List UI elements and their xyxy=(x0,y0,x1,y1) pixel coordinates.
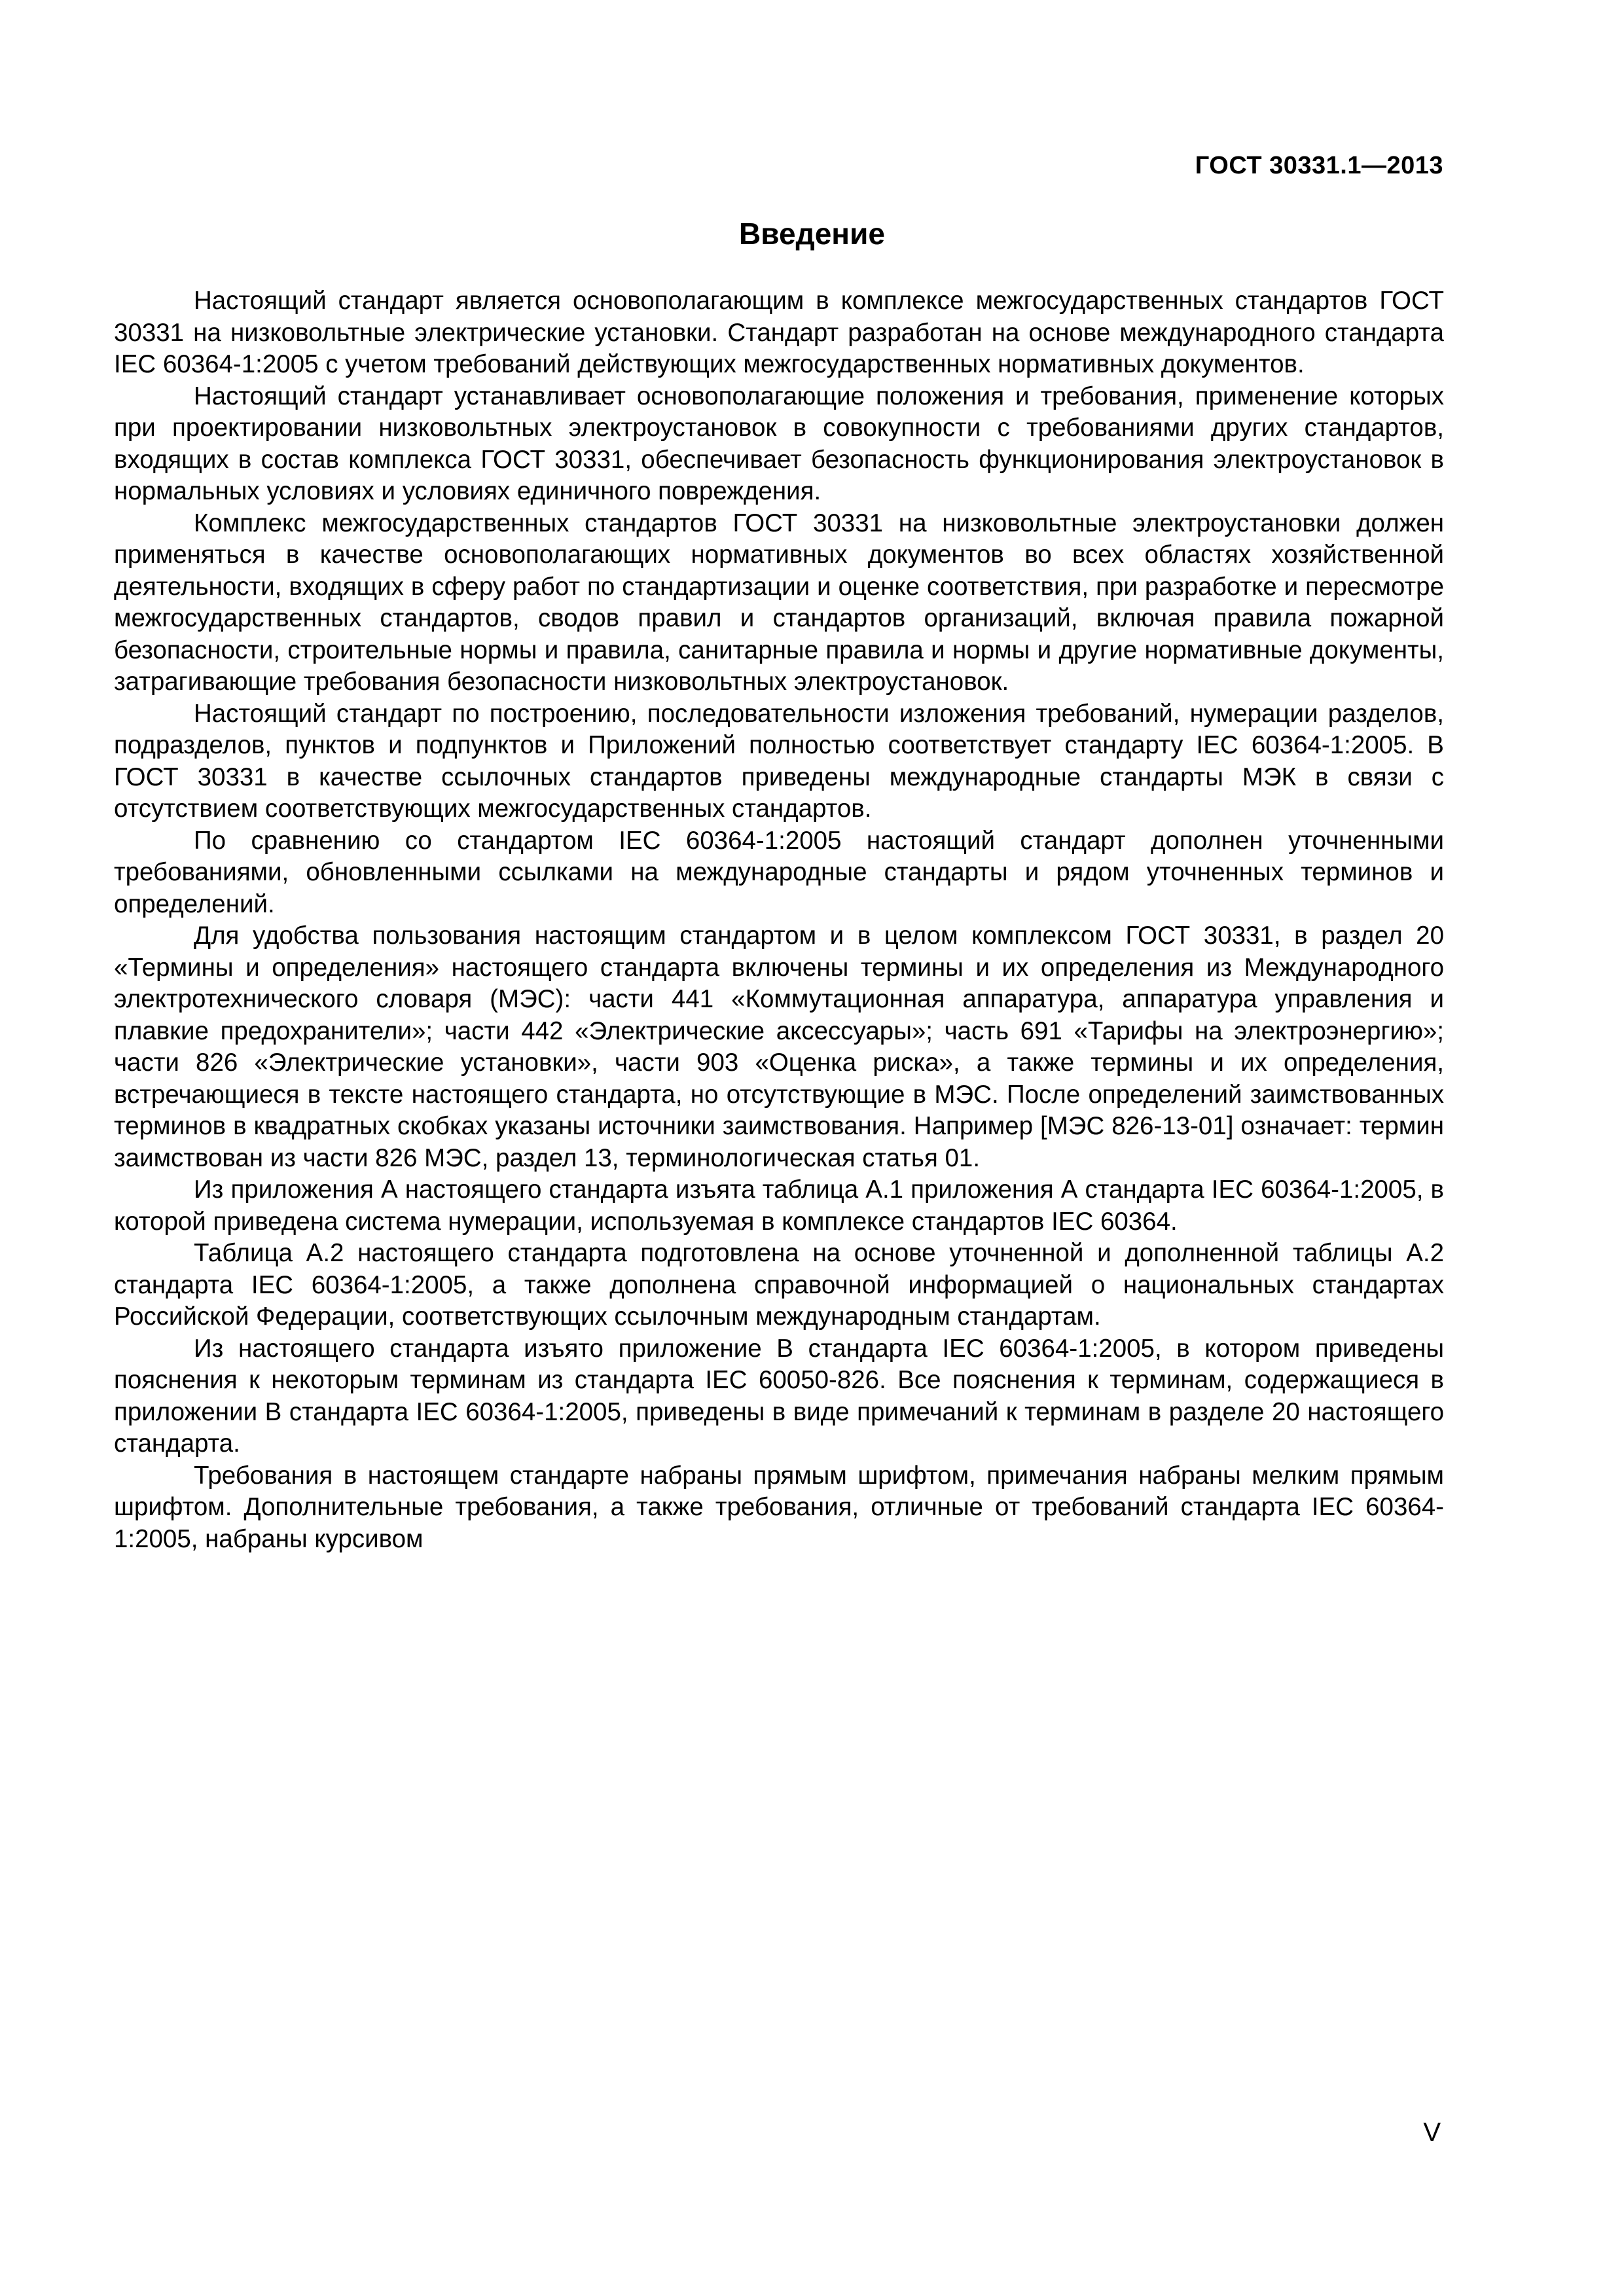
paragraph-5: По сравнению со стандартом IEC 60364-1:2005 настоящий стандарт дополнен уточненными требованиями, обновленными ссылками на международные стандарты и рядом уточненных терминов и определений. xyxy=(114,826,1444,918)
paragraph-4: Настоящий стандарт по построению, последовательности изложения требований, нумерации разделов, подразделов, пунктов и подпунктов и Приложений полностью соответствует стандарту IEC 60364-1:2005. В ГОСТ 30331 в качестве ссылочных стандартов приведены международные стандарты МЭК в связи с отсутствием соответствующих межгосударственных стандартов. xyxy=(114,699,1444,823)
paragraph-2: Настоящий стандарт устанавливает основополагающие положения и требования, применение которых при проектировании низковольтных электроустановок в совокупности с требованиями других стандартов, входящих в состав комплекса ГОСТ 30331, обеспечивает безопасность функционирования электроустановок в нормальных условиях и условиях единичного повреждения. xyxy=(114,382,1444,505)
section-title: Введение xyxy=(739,217,885,251)
paragraph-6: Для удобства пользования настоящим стандартом и в целом комплексом ГОСТ 30331, в раздел 20 «Термины и определения» настоящего стандарта включены термины и их определения из Международного электротехнического словаря (МЭС): части 441 «Коммутационная аппаратура, аппаратура управления и плавкие предохранители»; части 442 «Электрические аксессуары»; часть 691 «Тарифы на электроэнергию»; части 826 «Электрические установки», части 903 «Оценка риска», а также термины и их определения, встречающиеся в тексте настоящего стандарта, но отсутствующие в МЭС. После определений заимствованных терминов в квадратных скобках указаны источники заимствования. Например [МЭС 826-13-01] означает: термин заимствован из части 826 МЭС, раздел 13, терминологическая статья 01. xyxy=(114,922,1444,1172)
paragraph-8: Таблица А.2 настоящего стандарта подготовлена на основе уточненной и дополненной таблицы А.2 стандарта IEC 60364-1:2005, а также дополнена справочной информацией о национальных стандартах Российской Федерации, соответствующих ссылочным международным стандартам. xyxy=(114,1239,1444,1331)
paragraph-3: Комплекс межгосударственных стандартов ГОСТ 30331 на низковольтные электроустановки должен применяться в качестве основополагающих нормативных документов во всех областях хозяйственной деятельности, входящих в сферу работ по стандартизации и оценке соответствия, при разработке и пересмотре межгосударственных стандартов, сводов правил и стандартов организаций, включая правила пожарной безопасности, строительные нормы и правила, санитарные правила и нормы и другие нормативные документы, затрагивающие требования безопасности низковольтных электроустановок. xyxy=(114,509,1444,696)
introduction-body xyxy=(114,285,1444,1555)
paragraph-9: Из настоящего стандарта изъято приложение В стандарта IEC 60364-1:2005, в котором приведены пояснения к некоторым терминам из стандарта IEC 60050-826. Все пояснения к терминам, содержащиеся в приложении В стандарта IEC 60364-1:2005, приведены в виде примечаний к терминам в разделе 20 настоящего стандарта. xyxy=(114,1334,1444,1458)
paragraph-7: Из приложения А настоящего стандарта изъята таблица А.1 приложения А стандарта IEC 60364-1:2005, в которой приведена система нумерации, используемая в комплексе стандартов IEC 60364. xyxy=(114,1175,1444,1236)
paragraph-1: Настоящий стандарт является основополагающим в комплексе межгосударственных стандартов ГОСТ 30331 на низковольтные электрические установки. Стандарт разработан на основе международного стандарта IEC 60364-1:2005 с учетом требований действующих межгосударственных нормативных документов. xyxy=(114,287,1444,378)
document-code: ГОСТ 30331.1—2013 xyxy=(1195,152,1443,179)
page-number: V xyxy=(1423,2118,1441,2147)
paragraph-10: Требования в настоящем стандарте набраны прямым шрифтом, примечания набраны мелким прямым шрифтом. Дополнительные требования, а также требования, отличные от требований стандарта IEC 60364-1:2005, набраны курсивом xyxy=(114,1461,1444,1553)
